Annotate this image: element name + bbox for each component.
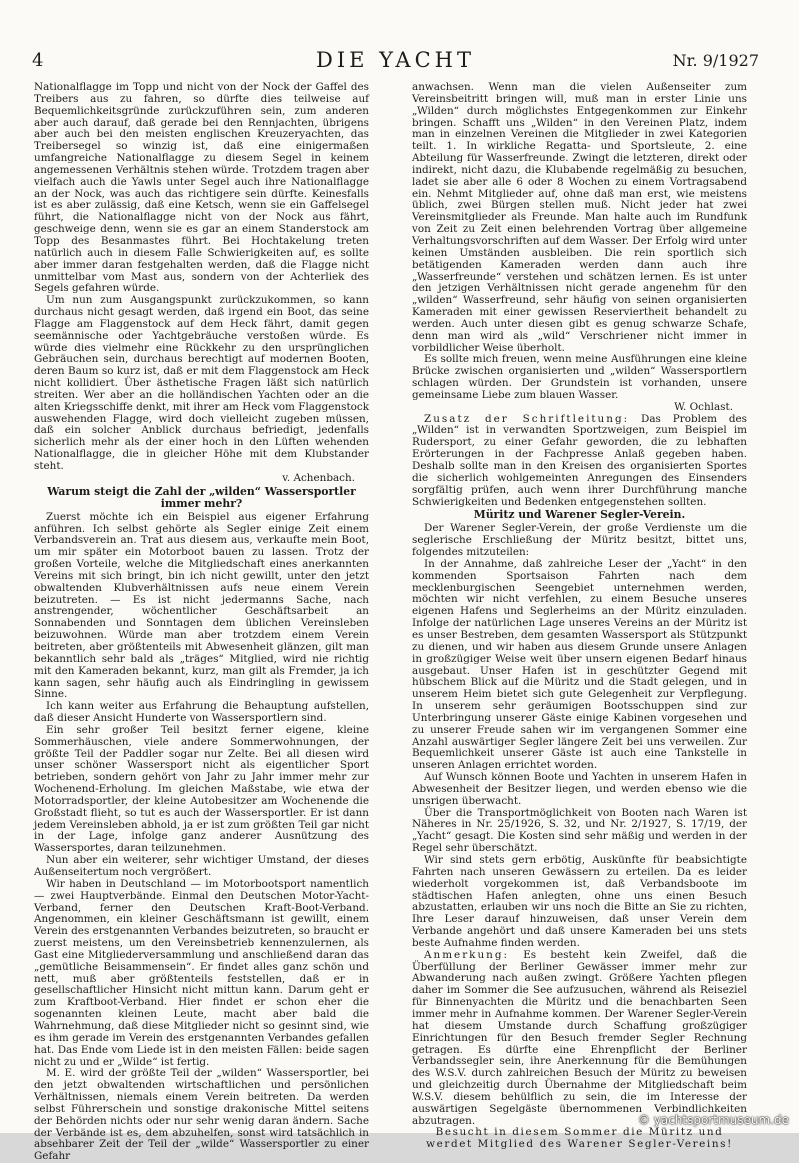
paragraph: Der Warener Segler-Verein, der große Verdienste um die seglerische Erschließung der Müritz besitzt, bittet uns, folgendes mitzuteilen:: [412, 522, 747, 559]
paragraph: Wir sind stets gern erbötig, Auskünfte für beabsichtigte Fahrten nach unseren Gewässern zu erteilen. Da es leider wiederholt vorgekommen ist, daß Verbandsboote im städtischen Hafen anlegten, ohne uns einen Besuch abzustatten, erlauben wir uns noch die Bitte an Sie zu richten, Ihre Leser darauf hinzuweisen, daß unser Verein dem Verbande angehört und daß unsere Kameraden bei uns stets beste Aufnahme finden werden.: [412, 854, 747, 949]
paragraph: Ich kann weiter aus Erfahrung die Behauptung aufstellen, daß dieser Ansicht Hunderte von Wassersportlern sind.: [34, 700, 369, 725]
paragraph: Es sollte mich freuen, wenn meine Ausführungen eine kleine Brücke zwischen organisierten und „wilden“ Wassersportlern schlagen würden. Der Grundstein ist vorhanden, unsere gemeinsame Liebe zum blauen Wasser.: [412, 353, 747, 401]
paragraph: Ein sehr großer Teil besitzt ferner eigene, kleine Sommerhäuschen, viele andere Sommerwohnungen, der größte Teil der Paddler sogar nur Zelte. Bei all diesen wird unser schöner Wassersport nicht als eigentlicher Sport betrieben, sondern gehört von Jahr zu Jahr immer mehr zur Wochenend-Erholung. Im gleichen Maßstabe, wie etwa der Motorradsportler, der kleine Autobesitzer am Wochenende die Großstadt flieht, so tut es auch der Wassersportler. Er ist dann jedem Vereinsleben abhold, ja er ist zum größten Teil gar nicht in der Lage, infolge ganz anderer Ausnützung des Wassersportes, daran teilzunehmen.: [34, 723, 369, 855]
paragraph: Zuerst möchte ich ein Beispiel aus eigener Erfahrung anführen. Ich selbst gehörte als Segler einige Zeit einem Verbandsverein an. Trat aus diesem aus, verkaufte mein Boot, um mir später ein Motorboot bauen zu lassen. Trotz der großen Vorteile, welche die Mitgliedschaft eines anerkannten Vereins mit sich bringt, bin ich nicht gewillt, unter den jetzt obwaltenden Klubverhältnissen aufs neue einem Verein beizutreten. — Es ist nicht jedermanns Sache, nach anstrengender, wöchentlicher Geschäftsarbeit an Sonnabenden und Sonntagen dem üblichen Vereinsleben beizuwohnen. Würde man aber trotzdem einem Verein beitreten, aber größtenteils mit Abwesenheit glänzen, gilt man bekanntlich sehr bald als „träges“ Mitglied, wird nie richtig mit den Kameraden bekannt, kurz, man gilt als Fremder, ja ich kann sagen, sehr häufig auch als Eindringling in gewissem Sinne.: [34, 510, 369, 701]
issue-number: Nr. 9/1927: [672, 51, 759, 70]
closing-appeal: Besucht in diesem Sommer die Müritz und werdet Mitglied des Warener Segler-Vereins!: [426, 1126, 733, 1151]
editorial-note-label: Zusatz der Schriftleitung:: [424, 412, 630, 425]
page-number: 4: [32, 50, 44, 71]
remark-label: Anmerkung:: [424, 948, 509, 961]
author-signature: v. Achenbach.: [282, 471, 355, 484]
paragraph: anwachsen. Wenn man die vielen Außenseiter zum Vereinsbeitritt bringen will, muß man in erster Linie uns „Wilden“ durch möglichstes Entgegenkommen zur Einkehr bringen. Schafft uns „Wilden“ in den Vereinen Platz, indem man in einzelnen Vereinen die Mitglieder in zwei Kategorien teilt. 1. In wirkliche Regatta- und Sportsleute, 2. eine Abteilung für Wasserfreunde. Zwingt die letzteren, direkt oder indirekt, nicht dazu, die Klubabende regelmäßig zu besuchen, ladet sie aber alle 6 oder 8 Wochen zu einem Vortragsabend ein. Nehmt Mitglieder auf, ohne daß man erst, wie meistens üblich, zwei Bürgen stellen muß. Nicht jeder hat zwei Vereinsmitglieder als Freunde. Man halte auch im Rundfunk von Zeit zu Zeit einen belehrenden Vortrag über allgemeine Verhaltungsvorschriften auf dem Wasser. Der Erfolg wird unter keinen Umständen ausbleiben. Die rein sportlich sich betätigenden Kameraden werden dann auch ihre „Wasserfreunde“ verstehen und schätzen lernen. Es ist unter den jetzigen Verhältnissen nicht gerade angenehm für den „wilden“ Wasserfreund, sehr häufig von seinen organisierten Kameraden mit einer gewissen Reserviertheit behandelt zu werden. Auch unter diesen gibt es genug schwarze Schafe, denn man wird als „wild“ Verschriener nicht immer in vorbildlicher Weise überholt.: [412, 81, 747, 354]
paragraph: Nationalflagge im Topp und nicht von der Nock der Gaffel des Treibers aus zu fahren, so dürfte dies teilweise auf Bequemlichkeitsgründe zurückzuführen sein, zum anderen aber auch darauf, daß gerade bei den Rennjachten, übrigens aber auch bei den meisten englischen Kreuzeryachten, das Treibersegel so winzig ist, daß eine einigermaßen umfangreiche Nationalflagge zu diesem Segel in keinem angemessenen Verhältnis stehen würde. Trotzdem tragen aber vielfach auch die Yawls unter Segel auch ihre Nationalflagge an der Nock, was auch das richtigere sein dürfte. Keinesfalls ist es aber zulässig, daß eine Ketsch, wenn sie ein Gaffelsegel führt, die Nationalflagge nicht von der Nock aus fährt, geschweige denn, wenn sie es gar an einem Standerstock am Topp des Besanmastes führt. Bei Hochtakelung treten natürlich auch in diesem Falle Schwierigkeiten auf, es sollte aber immer daran festgehalten werden, daß die Flagge nicht unmittelbar vom Mast aus, sondern von der Achterliek des Segels gefahren würde.: [34, 81, 369, 295]
article-heading: Müritz und Warener Segler-Verein.: [473, 508, 686, 522]
left-column: [34, 81, 369, 1163]
remark: [412, 950, 747, 1128]
author-signature: W. Ochlast.: [674, 400, 733, 413]
paragraph: Auf Wunsch können Boote und Yachten in unserem Hafen in Abwesenheit der Besitzer liegen, und werden ebenso wie die unsrigen überwacht.: [412, 771, 747, 807]
page-header: [32, 44, 759, 74]
editorial-note-text: Das Problem des „Wilden“ ist in verwandten Sportzweigen, zum Beispiel im Rudersport, zu einer Gefahr geworden, die zu lebhaften Erörterungen in der Fachpresse Anlaß gegeben haben. Deshalb sollte man in den Kreisen des organisierten Sportes die sicherlich wohlgemeinten Anregungen des Einsenders sorgfältig prüfen, auch wenn ihrer Durchführung manche Schwierigkeiten und Bedenken entgegenstehen sollten.: [412, 412, 747, 508]
editorial-note: [412, 414, 747, 509]
article-heading: Warum steigt die Zahl der „wilden“ Wassersportler immer mehr?: [47, 484, 356, 510]
masthead: DIE YACHT: [316, 48, 475, 72]
paragraph: Nun aber ein weiterer, sehr wichtiger Umstand, der dieses Außenseitertum noch vergrößert.: [34, 854, 369, 878]
paragraph: Über die Transportmöglichkeit von Booten nach Waren ist Näheres in Nr. 25/1926, S. 32, und Nr. 2/1927, S. 17/19, der „Yacht“ gesagt. Die Kosten sind sehr mäßig und werden in der Regel sehr überschätzt.: [412, 806, 747, 855]
paragraph: M. E. wird der größte Teil der „wilden“ Wassersportler, bei den jetzt obwaltenden wirtschaftlichen und persönlichen Verhältnissen, niemals einem Verein beitreten. Da werden selbst Führerschein und sonstige drakonische Mittel seitens der Behörden nichts oder nur sehr wenig daran ändern. Sache der Verbände ist es, dem abzuhelfen, sonst wird tatsächlich in absehbarer Zeit der Teil der „wilde“ Wassersportler zu einer Gefahr: [34, 1067, 369, 1163]
paragraph: Wir haben in Deutschland — im Motorbootsport namentlich — zwei Hauptverbände. Einmal den Deutschen Motor-Yacht-Verband, ferner den Deutschen Kraft-Boot-Verband. Angenommen, ein kleiner Geschäftsmann ist gewillt, einem Verein des erstgenannten Verbandes beizutreten, so braucht er zuerst meistens, um den Vereinsbetrieb kennenzulernen, als Gast eine Mitgliederversammlung und anschließend daran das „gemütliche Beisammensein“. Er findet alles ganz schön und nett, muß aber größtenteils feststellen, daß er in gesellschaftlicher Hinsicht nicht mittun kann. Darum geht er zum Kraftboot-Verband. Hier findet er schon eher die sogenannten kleinen Leute, macht aber bald die Wahrnehmung, daß diese Mitglieder nicht so gesinnt sind, wie es ihm gerade im Verein des erstgenannten Verbandes gefallen hat. Das Ende vom Liede ist in den meisten Fällen: beide sagen nicht zu und er „Wilde“ ist fertig.: [34, 877, 369, 1068]
watermark: © yachtsportmuseum.de: [637, 1113, 789, 1127]
paragraph: In der Annahme, daß zahlreiche Leser der „Yacht“ in den kommenden Sportsaison Fahrten nach dem mecklenburgischen Seengebiet unternehmen werden, möchten wir nicht verfehlen, zu einem Besuche unseres eigenen Hafens und Seglerheims an der Müritz einzuladen. Infolge der natürlichen Lage unseres Vereins an der Müritz ist es unser Bestreben, dem gesamten Wassersport als Stützpunkt zu dienen, und wir haben aus diesem Grunde unsere Anlagen in großzügiger Weise weit über unsern eigenen Bedarf hinaus ausgebaut. Unser Hafen ist in geschützter Gegend mit hübschem Blick auf die Müritz und die Stadt gelegen, und in unserem Heim bietet sich gute Gelegenheit zur Verpflegung. In unserem sehr geräumigen Bootsschuppen sind zur Unterbringung unserer Gäste einige Kabinen vorgesehen und zu unserer Freude sahen wir im vergangenen Sommer eine Anzahl auswärtiger Segler längere Zeit bei uns verweilen. Zur Bequemlichkeit unserer Gäste ist auch eine Tankstelle in unseren Anlagen errichtet worden.: [412, 557, 747, 772]
paragraph: Um nun zum Ausgangspunkt zurückzukommen, so kann durchaus nicht gesagt werden, daß irgend ein Boot, das seine Flagge am Flaggenstock auf dem Heck fährt, damit gegen seemännische oder Yachtgebräuche verstoßen würde. Es würde dies vielmehr eine Rückkehr zu den ursprünglichen Gebräuchen sein, durchaus berechtigt auf modernen Booten, deren Baum so kurz ist, daß er mit dem Flaggenstock am Heck nicht kollidiert. Über ästhetische Fragen läßt sich natürlich streiten. Wer aber an die holländischen Yachten oder an die alten Kriegsschiffe denkt, mit ihrer am Heck vom Flaggenstock auswehenden Flagge, wird doch vielleicht zugeben müssen, daß ein solcher Anblick durchaus befriedigt, jedenfalls sicherlich mehr als der einer hoch in den Lüften wehenden Nationalflagge, die in gleicher Höhe mit dem Klubstander steht.: [34, 294, 369, 472]
remark-text: Es besteht kein Zweifel, daß die Überfüllung der Berliner Gewässer immer mehr zur Abwanderung nach außen zwingt. Größere Yachten pflegen daher im Sommer die See aufzusuchen, während als Reiseziel für Binnenyachten die Müritz und die benachbarten Seen immer mehr in Aufnahme kommen. Der Warener Segler-Verein hat diesem Umstande durch Schaffung großzügiger Einrichtungen für den Besuch fremder Segler Rechnung getragen. Es dürfte eine Ehrenpflicht der Berliner Verbandssegler sein, ihre Anerkennung für die Bemühungen des W.S.V. durch zahlreichen Besuch der Müritz zu beweisen und gleichzeitig durch Übernahme der Mitgliedschaft beim W.S.V. diesem behülflich zu sein, die im Interesse der auswärtigen Segelgäste übernommenen Verbindlichkeiten abzutragen.: [412, 948, 747, 1127]
